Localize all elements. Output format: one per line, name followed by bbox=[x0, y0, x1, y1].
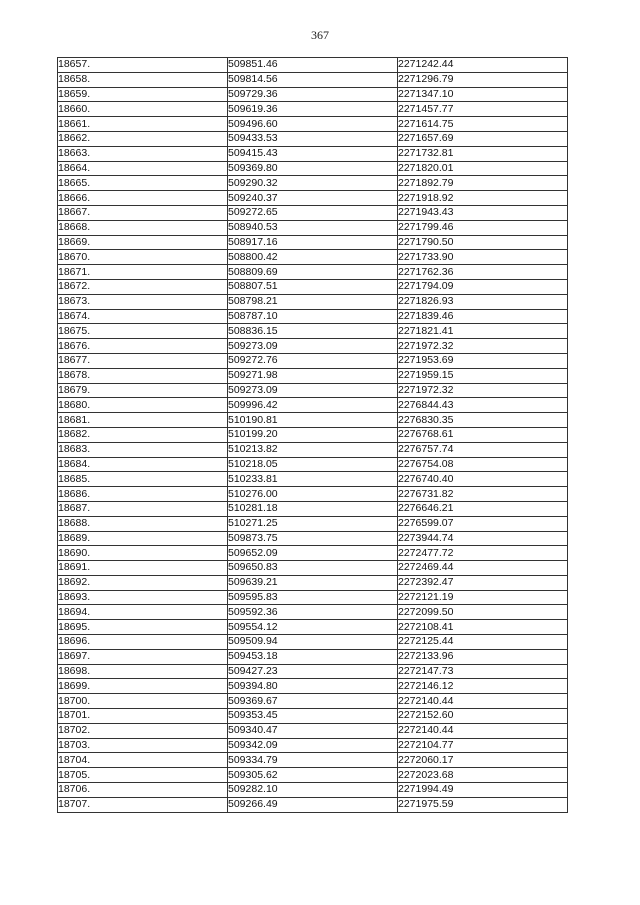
table-row bbox=[58, 220, 568, 235]
table-row bbox=[58, 723, 568, 738]
x-coordinate-cell: 509240.37 bbox=[228, 191, 398, 206]
table-row bbox=[58, 205, 568, 220]
x-coordinate-cell: 509369.80 bbox=[228, 161, 398, 176]
point-number-cell: 18705. bbox=[58, 768, 228, 783]
x-coordinate-cell: 509652.09 bbox=[228, 546, 398, 561]
table-row bbox=[58, 117, 568, 132]
x-coordinate-cell: 509453.18 bbox=[228, 649, 398, 664]
table-row bbox=[58, 753, 568, 768]
x-coordinate-cell: 509305.62 bbox=[228, 768, 398, 783]
table-row bbox=[58, 161, 568, 176]
table-row bbox=[58, 501, 568, 516]
point-number-cell: 18671. bbox=[58, 265, 228, 280]
table-row bbox=[58, 605, 568, 620]
table-row bbox=[58, 250, 568, 265]
x-coordinate-cell: 509639.21 bbox=[228, 575, 398, 590]
point-number-cell: 18674. bbox=[58, 309, 228, 324]
x-coordinate-cell: 509851.46 bbox=[228, 58, 398, 73]
table-row bbox=[58, 279, 568, 294]
point-number-cell: 18707. bbox=[58, 797, 228, 812]
y-coordinate-cell: 2272147.73 bbox=[398, 664, 568, 679]
table-row bbox=[58, 176, 568, 191]
y-coordinate-cell: 2272392.47 bbox=[398, 575, 568, 590]
point-number-cell: 18672. bbox=[58, 279, 228, 294]
y-coordinate-cell: 2272023.68 bbox=[398, 768, 568, 783]
y-coordinate-cell: 2276757.74 bbox=[398, 442, 568, 457]
table-row bbox=[58, 191, 568, 206]
y-coordinate-cell: 2272108.41 bbox=[398, 620, 568, 635]
y-coordinate-cell: 2271762.36 bbox=[398, 265, 568, 280]
point-number-cell: 18685. bbox=[58, 472, 228, 487]
table-row bbox=[58, 472, 568, 487]
point-number-cell: 18683. bbox=[58, 442, 228, 457]
y-coordinate-cell: 2272469.44 bbox=[398, 561, 568, 576]
x-coordinate-cell: 508836.15 bbox=[228, 324, 398, 339]
y-coordinate-cell: 2271457.77 bbox=[398, 102, 568, 117]
y-coordinate-cell: 2271953.69 bbox=[398, 353, 568, 368]
x-coordinate-cell: 509415.43 bbox=[228, 146, 398, 161]
point-number-cell: 18688. bbox=[58, 516, 228, 531]
y-coordinate-cell: 2276844.43 bbox=[398, 398, 568, 413]
x-coordinate-cell: 509290.32 bbox=[228, 176, 398, 191]
point-number-cell: 18697. bbox=[58, 649, 228, 664]
table-row bbox=[58, 131, 568, 146]
x-coordinate-cell: 509595.83 bbox=[228, 590, 398, 605]
y-coordinate-cell: 2276768.61 bbox=[398, 427, 568, 442]
point-number-cell: 18691. bbox=[58, 561, 228, 576]
point-number-cell: 18682. bbox=[58, 427, 228, 442]
point-number-cell: 18696. bbox=[58, 635, 228, 650]
x-coordinate-cell: 510218.05 bbox=[228, 457, 398, 472]
table-row bbox=[58, 87, 568, 102]
y-coordinate-cell: 2271657.69 bbox=[398, 131, 568, 146]
point-number-cell: 18679. bbox=[58, 383, 228, 398]
y-coordinate-cell: 2271994.49 bbox=[398, 783, 568, 798]
point-number-cell: 18681. bbox=[58, 413, 228, 428]
x-coordinate-cell: 509509.94 bbox=[228, 635, 398, 650]
y-coordinate-cell: 2271975.59 bbox=[398, 797, 568, 812]
y-coordinate-cell: 2276599.07 bbox=[398, 516, 568, 531]
y-coordinate-cell: 2272152.60 bbox=[398, 709, 568, 724]
y-coordinate-cell: 2271732.81 bbox=[398, 146, 568, 161]
point-number-cell: 18662. bbox=[58, 131, 228, 146]
y-coordinate-cell: 2271347.10 bbox=[398, 87, 568, 102]
table-row bbox=[58, 620, 568, 635]
y-coordinate-cell: 2271972.32 bbox=[398, 383, 568, 398]
point-number-cell: 18665. bbox=[58, 176, 228, 191]
y-coordinate-cell: 2271959.15 bbox=[398, 368, 568, 383]
point-number-cell: 18678. bbox=[58, 368, 228, 383]
x-coordinate-cell: 509729.36 bbox=[228, 87, 398, 102]
point-number-cell: 18670. bbox=[58, 250, 228, 265]
table-row bbox=[58, 738, 568, 753]
table-row bbox=[58, 679, 568, 694]
x-coordinate-cell: 510199.20 bbox=[228, 427, 398, 442]
point-number-cell: 18703. bbox=[58, 738, 228, 753]
table-row bbox=[58, 768, 568, 783]
point-number-cell: 18666. bbox=[58, 191, 228, 206]
x-coordinate-cell: 509619.36 bbox=[228, 102, 398, 117]
point-number-cell: 18677. bbox=[58, 353, 228, 368]
point-number-cell: 18667. bbox=[58, 205, 228, 220]
x-coordinate-cell: 508787.10 bbox=[228, 309, 398, 324]
y-coordinate-cell: 2272121.19 bbox=[398, 590, 568, 605]
y-coordinate-cell: 2271799.46 bbox=[398, 220, 568, 235]
point-number-cell: 18699. bbox=[58, 679, 228, 694]
x-coordinate-cell: 509496.60 bbox=[228, 117, 398, 132]
table-row bbox=[58, 58, 568, 73]
y-coordinate-cell: 2271296.79 bbox=[398, 72, 568, 87]
y-coordinate-cell: 2272140.44 bbox=[398, 723, 568, 738]
table-row bbox=[58, 797, 568, 812]
x-coordinate-cell: 509996.42 bbox=[228, 398, 398, 413]
table-row bbox=[58, 72, 568, 87]
y-coordinate-cell: 2271943.43 bbox=[398, 205, 568, 220]
x-coordinate-cell: 508800.42 bbox=[228, 250, 398, 265]
x-coordinate-cell: 510190.81 bbox=[228, 413, 398, 428]
y-coordinate-cell: 2271972.32 bbox=[398, 339, 568, 354]
table-row bbox=[58, 516, 568, 531]
point-number-cell: 18701. bbox=[58, 709, 228, 724]
point-number-cell: 18657. bbox=[58, 58, 228, 73]
point-number-cell: 18687. bbox=[58, 501, 228, 516]
point-number-cell: 18684. bbox=[58, 457, 228, 472]
table-row bbox=[58, 590, 568, 605]
point-number-cell: 18702. bbox=[58, 723, 228, 738]
table-row bbox=[58, 102, 568, 117]
coordinates-table bbox=[57, 57, 568, 813]
point-number-cell: 18693. bbox=[58, 590, 228, 605]
x-coordinate-cell: 509353.45 bbox=[228, 709, 398, 724]
table-row bbox=[58, 324, 568, 339]
point-number-cell: 18680. bbox=[58, 398, 228, 413]
point-number-cell: 18686. bbox=[58, 487, 228, 502]
table-row bbox=[58, 235, 568, 250]
point-number-cell: 18704. bbox=[58, 753, 228, 768]
point-number-cell: 18659. bbox=[58, 87, 228, 102]
table-row bbox=[58, 635, 568, 650]
point-number-cell: 18663. bbox=[58, 146, 228, 161]
y-coordinate-cell: 2271614.75 bbox=[398, 117, 568, 132]
x-coordinate-cell: 509433.53 bbox=[228, 131, 398, 146]
point-number-cell: 18664. bbox=[58, 161, 228, 176]
table-row bbox=[58, 531, 568, 546]
x-coordinate-cell: 509272.76 bbox=[228, 353, 398, 368]
y-coordinate-cell: 2276754.08 bbox=[398, 457, 568, 472]
x-coordinate-cell: 509427.23 bbox=[228, 664, 398, 679]
x-coordinate-cell: 509334.79 bbox=[228, 753, 398, 768]
point-number-cell: 18689. bbox=[58, 531, 228, 546]
y-coordinate-cell: 2272140.44 bbox=[398, 694, 568, 709]
x-coordinate-cell: 510213.82 bbox=[228, 442, 398, 457]
table-row bbox=[58, 398, 568, 413]
y-coordinate-cell: 2271918.92 bbox=[398, 191, 568, 206]
x-coordinate-cell: 510271.25 bbox=[228, 516, 398, 531]
table-row bbox=[58, 265, 568, 280]
table-row bbox=[58, 457, 568, 472]
table-row bbox=[58, 368, 568, 383]
y-coordinate-cell: 2273944.74 bbox=[398, 531, 568, 546]
x-coordinate-cell: 509271.98 bbox=[228, 368, 398, 383]
x-coordinate-cell: 509394.80 bbox=[228, 679, 398, 694]
x-coordinate-cell: 510233.81 bbox=[228, 472, 398, 487]
y-coordinate-cell: 2271839.46 bbox=[398, 309, 568, 324]
point-number-cell: 18669. bbox=[58, 235, 228, 250]
x-coordinate-cell: 509650.83 bbox=[228, 561, 398, 576]
point-number-cell: 18698. bbox=[58, 664, 228, 679]
table-row bbox=[58, 413, 568, 428]
x-coordinate-cell: 508940.53 bbox=[228, 220, 398, 235]
y-coordinate-cell: 2271892.79 bbox=[398, 176, 568, 191]
table-row bbox=[58, 339, 568, 354]
y-coordinate-cell: 2276740.40 bbox=[398, 472, 568, 487]
table-row bbox=[58, 383, 568, 398]
page-number: 367 bbox=[311, 28, 329, 42]
point-number-cell: 18690. bbox=[58, 546, 228, 561]
x-coordinate-cell: 509369.67 bbox=[228, 694, 398, 709]
table-row bbox=[58, 694, 568, 709]
x-coordinate-cell: 509273.09 bbox=[228, 339, 398, 354]
point-number-cell: 18673. bbox=[58, 294, 228, 309]
table-row bbox=[58, 561, 568, 576]
point-number-cell: 18661. bbox=[58, 117, 228, 132]
y-coordinate-cell: 2272104.77 bbox=[398, 738, 568, 753]
x-coordinate-cell: 509282.10 bbox=[228, 783, 398, 798]
x-coordinate-cell: 508809.69 bbox=[228, 265, 398, 280]
table-row bbox=[58, 442, 568, 457]
table-row bbox=[58, 146, 568, 161]
y-coordinate-cell: 2271242.44 bbox=[398, 58, 568, 73]
y-coordinate-cell: 2271821.41 bbox=[398, 324, 568, 339]
table-row bbox=[58, 709, 568, 724]
point-number-cell: 18675. bbox=[58, 324, 228, 339]
y-coordinate-cell: 2271790.50 bbox=[398, 235, 568, 250]
point-number-cell: 18660. bbox=[58, 102, 228, 117]
y-coordinate-cell: 2272125.44 bbox=[398, 635, 568, 650]
x-coordinate-cell: 509873.75 bbox=[228, 531, 398, 546]
y-coordinate-cell: 2272133.96 bbox=[398, 649, 568, 664]
table-row bbox=[58, 294, 568, 309]
table-row bbox=[58, 783, 568, 798]
y-coordinate-cell: 2272099.50 bbox=[398, 605, 568, 620]
point-number-cell: 18706. bbox=[58, 783, 228, 798]
x-coordinate-cell: 510276.00 bbox=[228, 487, 398, 502]
table-row bbox=[58, 309, 568, 324]
y-coordinate-cell: 2276646.21 bbox=[398, 501, 568, 516]
point-number-cell: 18694. bbox=[58, 605, 228, 620]
x-coordinate-cell: 509554.12 bbox=[228, 620, 398, 635]
x-coordinate-cell: 509814.56 bbox=[228, 72, 398, 87]
coordinates-table-body bbox=[58, 58, 568, 813]
y-coordinate-cell: 2272477.72 bbox=[398, 546, 568, 561]
y-coordinate-cell: 2272146.12 bbox=[398, 679, 568, 694]
y-coordinate-cell: 2271733.90 bbox=[398, 250, 568, 265]
point-number-cell: 18658. bbox=[58, 72, 228, 87]
point-number-cell: 18700. bbox=[58, 694, 228, 709]
x-coordinate-cell: 508917.16 bbox=[228, 235, 398, 250]
x-coordinate-cell: 510281.18 bbox=[228, 501, 398, 516]
x-coordinate-cell: 508807.51 bbox=[228, 279, 398, 294]
y-coordinate-cell: 2276731.82 bbox=[398, 487, 568, 502]
y-coordinate-cell: 2276830.35 bbox=[398, 413, 568, 428]
y-coordinate-cell: 2271826.93 bbox=[398, 294, 568, 309]
table-row bbox=[58, 546, 568, 561]
table-row bbox=[58, 575, 568, 590]
point-number-cell: 18668. bbox=[58, 220, 228, 235]
x-coordinate-cell: 509342.09 bbox=[228, 738, 398, 753]
point-number-cell: 18695. bbox=[58, 620, 228, 635]
table-row bbox=[58, 353, 568, 368]
y-coordinate-cell: 2271820.01 bbox=[398, 161, 568, 176]
x-coordinate-cell: 509340.47 bbox=[228, 723, 398, 738]
y-coordinate-cell: 2272060.17 bbox=[398, 753, 568, 768]
x-coordinate-cell: 509273.09 bbox=[228, 383, 398, 398]
table-row bbox=[58, 487, 568, 502]
x-coordinate-cell: 508798.21 bbox=[228, 294, 398, 309]
x-coordinate-cell: 509592.36 bbox=[228, 605, 398, 620]
x-coordinate-cell: 509266.49 bbox=[228, 797, 398, 812]
point-number-cell: 18676. bbox=[58, 339, 228, 354]
y-coordinate-cell: 2271794.09 bbox=[398, 279, 568, 294]
table-row bbox=[58, 649, 568, 664]
x-coordinate-cell: 509272.65 bbox=[228, 205, 398, 220]
table-row bbox=[58, 427, 568, 442]
point-number-cell: 18692. bbox=[58, 575, 228, 590]
table-row bbox=[58, 664, 568, 679]
